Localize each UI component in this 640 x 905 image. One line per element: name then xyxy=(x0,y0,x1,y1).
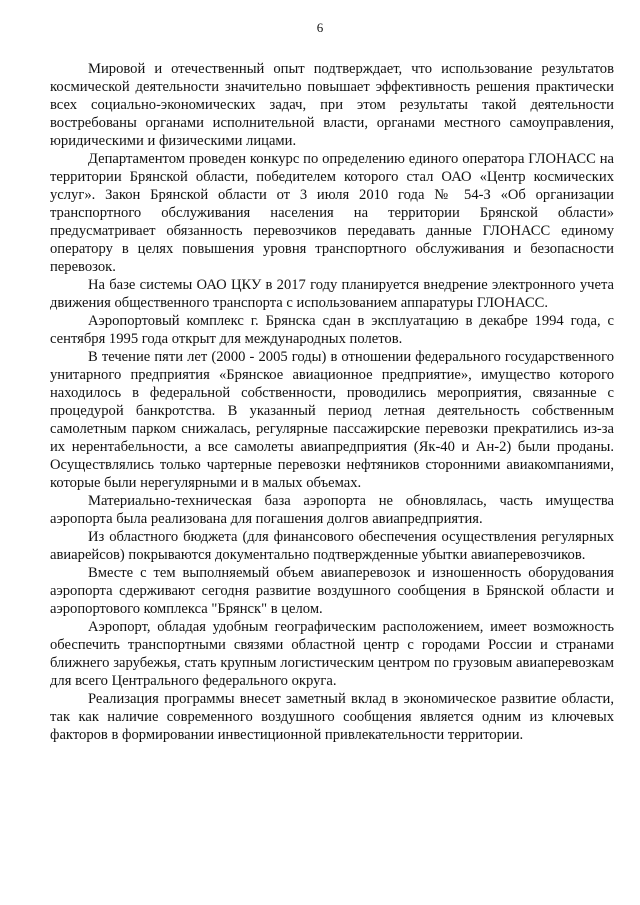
paragraph-transport-accounting: На базе системы ОАО ЦКУ в 2017 году планируется внедрение электронного учета движения общественного транспорта с использованием аппаратуры ГЛОНАСС. xyxy=(50,277,614,311)
paragraph-bankruptcy-period: В течение пяти лет (2000 - 2005 годы) в отношении федерального государственного унитарного предприятия «Брянское авиационное предприятие», имущество которого находилось в федеральной собственности, проводились мероприятия, связанные с процедурой банкротства. В указанный период летная деятельность собственным самолетным парком снижалась, регулярные пассажирские перевозки прекратились из-за их нерентабельности, а все самолеты авиапредприятия (Як-40 и Ан-2) были проданы. Осуществлялись только чартерные перевозки нефтяников сторонними авиакомпаниями, которые были нерегулярными и в малых объемах. xyxy=(50,349,614,491)
paragraph-material-base: Материально-техническая база аэропорта не обновлялась, часть имущества аэропорта была реализована для погашения долгов авиапредприятия. xyxy=(50,493,614,527)
paragraph-airport-location: Аэропорт, обладая удобным географическим расположением, имеет возможность обеспечить транспортными связями областной центр с городами России и странами ближнего зарубежья, стать крупным логистическим центром по грузовым авиаперевозкам для всего Центрального федерального округа. xyxy=(50,619,614,689)
paragraph-space-experience: Мировой и отечественный опыт подтверждает, что использование результатов космической деятельности значительно повышает эффективность решения практически всех социально-экономических задач, при этом результаты такой деятельности востребованы органами исполнительной власти, органами местного самоуправления, юридическими и физическими лицами. xyxy=(50,61,614,149)
page-number: 6 xyxy=(316,20,324,35)
paragraph-program-contribution: Реализация программы внесет заметный вклад в экономическое развитие области, так как наличие современного воздушного сообщения является одним из ключевых факторов в формировании инвестиционной привлекательности территории. xyxy=(50,691,614,743)
paragraph-regional-budget: Из областного бюджета (для финансового обеспечения осуществления регулярных авиарейсов) покрываются документально подтвержденные убытки авиаперевозчиков. xyxy=(50,529,614,563)
paragraph-development-constraints: Вместе с тем выполняемый объем авиаперевозок и изношенность оборудования аэропорта сдерживают сегодня развитие воздушного сообщения в Брянской области и аэропортового комплекса "Брянск" в целом. xyxy=(50,565,614,617)
paragraph-airport-commissioning: Аэропортовый комплекс г. Брянска сдан в эксплуатацию в декабре 1994 года, с сентября 1995 года открыт для международных полетов. xyxy=(50,313,614,347)
document-body xyxy=(50,60,614,744)
paragraph-glonass-operator: Департаментом проведен конкурс по определению единого оператора ГЛОНАСС на территории Брянской области, победителем которого стал ОАО «Центр космических услуг». Закон Брянской области от 3 июля 2010 года № 54-З «Об организации транспортного обслуживания населения на территории Брянской области» предусматривает обязанность перевозчиков передавать данные ГЛОНАСС единому оператору в целях повышения уровня транспортного обслуживания и безопасности перевозок. xyxy=(50,151,614,275)
